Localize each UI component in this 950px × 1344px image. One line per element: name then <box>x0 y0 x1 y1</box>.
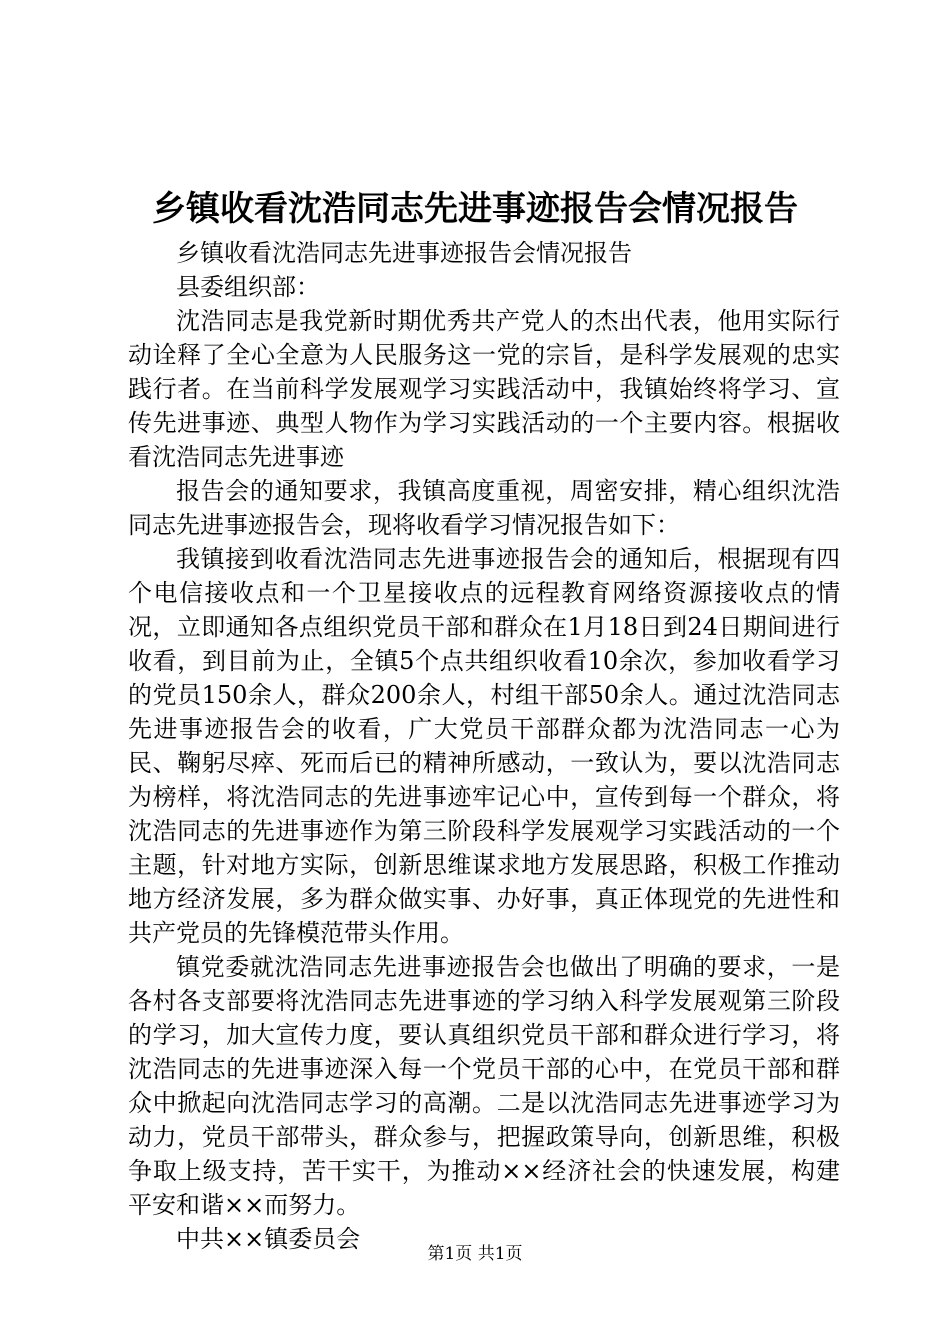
body-paragraph-3: 我镇接到收看沈浩同志先进事迹报告会的通知后，根据现有四个电信接收点和一个卫星接收点的远程教育网络资源接收点的情况，立即通知各点组织党员干部和群众在1月18日到24日期间进行收看，到目前为止，全镇5个点共组织收看10余次，参加收看学习的党员150余人，群众200余人，村组干部50余人。通过沈浩同志先进事迹报告会的收看，广大党员干部群众都为沈浩同志一心为民、鞠躬尽瘁、死而后已的精神所感动，一致认为，要以沈浩同志为榜样，将沈浩同志的先进事迹牢记心中，宣传到每一个群众，将沈浩同志的先进事迹作为第三阶段科学发展观学习实践活动的一个主题，针对地方实际，创新思维谋求地方发展思路，积极工作推动地方经济发展，多为群众做实事、办好事，真正体现党的先进性和共产党员的先锋模范带头作用。 <box>128 545 840 947</box>
page-footer: 第1页 共1页 <box>427 1244 523 1264</box>
body-paragraph-4: 镇党委就沈浩同志先进事迹报告会也做出了明确的要求，一是各村各支部要将沈浩同志先进事迹的学习纳入科学发展观第三阶段的学习，加大宣传力度，要认真组织党员干部和群众进行学习，将沈浩同志的先进事迹深入每一个党员干部的心中，在党员干部和群众中掀起向沈浩同志学习的高潮。二是以沈浩同志先进事迹学习为动力，党员干部带头，群众参与，把握政策导向，创新思维，积极争取上级支持，苦干实干，为推动××经济社会的快速发展，构建平安和谐××而努力。 <box>128 953 840 1219</box>
document-body <box>128 236 840 1256</box>
body-paragraph-1: 沈浩同志是我党新时期优秀共产党人的杰出代表，他用实际行动诠释了全心全意为人民服务这一党的宗旨，是科学发展观的忠实践行者。在当前科学发展观学习实践活动中，我镇始终将学习、宣传先进事迹、典型人物作为学习实践活动的一个主要内容。根据收看沈浩同志先进事迹 <box>128 307 840 471</box>
body-subtitle: 乡镇收看沈浩同志先进事迹报告会情况报告 <box>176 239 632 267</box>
body-signature: 中共××镇委员会 <box>176 1225 361 1253</box>
body-salutation: 县委组织部： <box>176 273 320 301</box>
document-title: 乡镇收看沈浩同志先进事迹报告会情况报告 <box>152 189 798 229</box>
body-paragraph-2: 报告会的通知要求，我镇高度重视，周密安排，精心组织沈浩同志先进事迹报告会，现将收看学习情况报告如下： <box>128 477 840 539</box>
